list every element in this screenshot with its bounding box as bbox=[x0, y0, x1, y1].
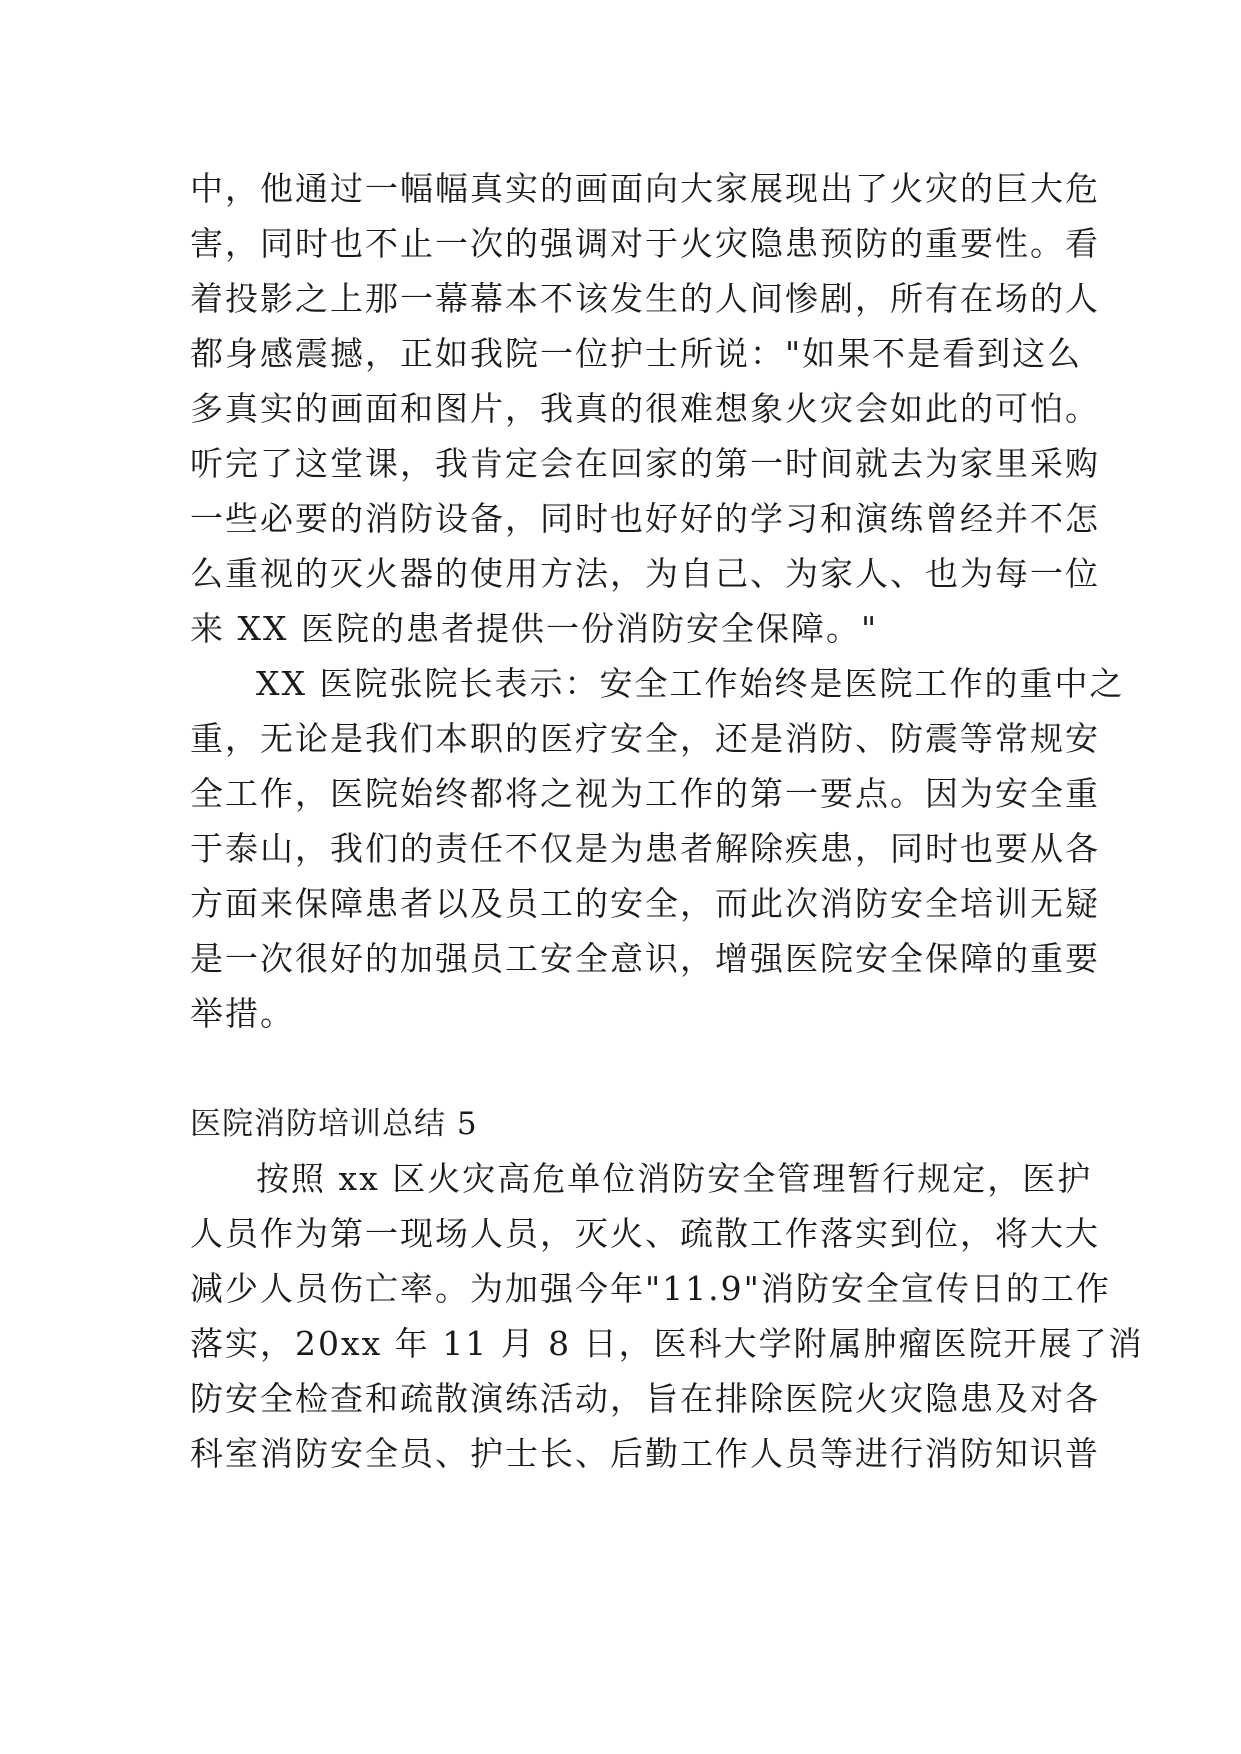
paragraph-3-line-1: 按照 xx 区火灾高危单位消防安全管理暂行规定，医护 bbox=[256, 1159, 1093, 1198]
section-heading: 医院消防培训总结 5 bbox=[190, 1106, 478, 1142]
paragraph-1-line-6: 听完了这堂课，我肯定会在回家的第一时间就去为家里采购 bbox=[190, 444, 1100, 483]
paragraph-3-line-2: 人员作为第一现场人员，灭火、疏散工作落实到位，将大大 bbox=[190, 1214, 1100, 1253]
paragraph-1-line-9: 来 XX 医院的患者提供一份消防安全保障。" bbox=[190, 609, 879, 648]
paragraph-1-line-1: 中，他通过一幅幅真实的画面向大家展现出了火灾的巨大危 bbox=[190, 169, 1100, 208]
paragraph-2-line-3: 全工作，医院始终都将之视为工作的第一要点。因为安全重 bbox=[190, 774, 1100, 813]
paragraph-1-line-4: 都身感震撼，正如我院一位护士所说："如果不是看到这么 bbox=[190, 334, 1083, 373]
paragraph-2-line-6: 是一次很好的加强员工安全意识，增强医院安全保障的重要 bbox=[190, 939, 1100, 978]
paragraph-1-line-7: 一些必要的消防设备，同时也好好的学习和演练曾经并不怎 bbox=[190, 499, 1100, 538]
paragraph-2-line-4: 于泰山，我们的责任不仅是为患者解除疾患，同时也要从各 bbox=[190, 829, 1100, 868]
paragraph-2-line-1: XX 医院张院长表示：安全工作始终是医院工作的重中之 bbox=[256, 664, 1125, 703]
paragraph-3-line-4: 落实，20xx 年 11 月 8 日，医科大学附属肿瘤医院开展了消 bbox=[190, 1324, 1144, 1363]
paragraph-1-line-8: 么重视的灭火器的使用方法，为自己、为家人、也为每一位 bbox=[190, 554, 1100, 593]
paragraph-3-line-3: 减少人员伤亡率。为加强今年"11.9"消防安全宣传日的工作 bbox=[190, 1269, 1111, 1308]
paragraph-3-line-6: 科室消防安全员、护士长、后勤工作人员等进行消防知识普 bbox=[190, 1434, 1100, 1473]
paragraph-1-line-2: 害，同时也不止一次的强调对于火灾隐患预防的重要性。看 bbox=[190, 224, 1100, 263]
paragraph-2-line-7: 举措。 bbox=[190, 994, 295, 1033]
paragraph-1-line-5: 多真实的画面和图片，我真的很难想象火灾会如此的可怕。 bbox=[190, 389, 1100, 428]
paragraph-1-line-3: 着投影之上那一幕幕本不该发生的人间惨剧，所有在场的人 bbox=[190, 279, 1100, 318]
paragraph-2-line-2: 重，无论是我们本职的医疗安全，还是消防、防震等常规安 bbox=[190, 719, 1100, 758]
paragraph-2-line-5: 方面来保障患者以及员工的安全，而此次消防安全培训无疑 bbox=[190, 884, 1100, 923]
paragraph-3-line-5: 防安全检查和疏散演练活动，旨在排除医院火灾隐患及对各 bbox=[190, 1379, 1100, 1418]
